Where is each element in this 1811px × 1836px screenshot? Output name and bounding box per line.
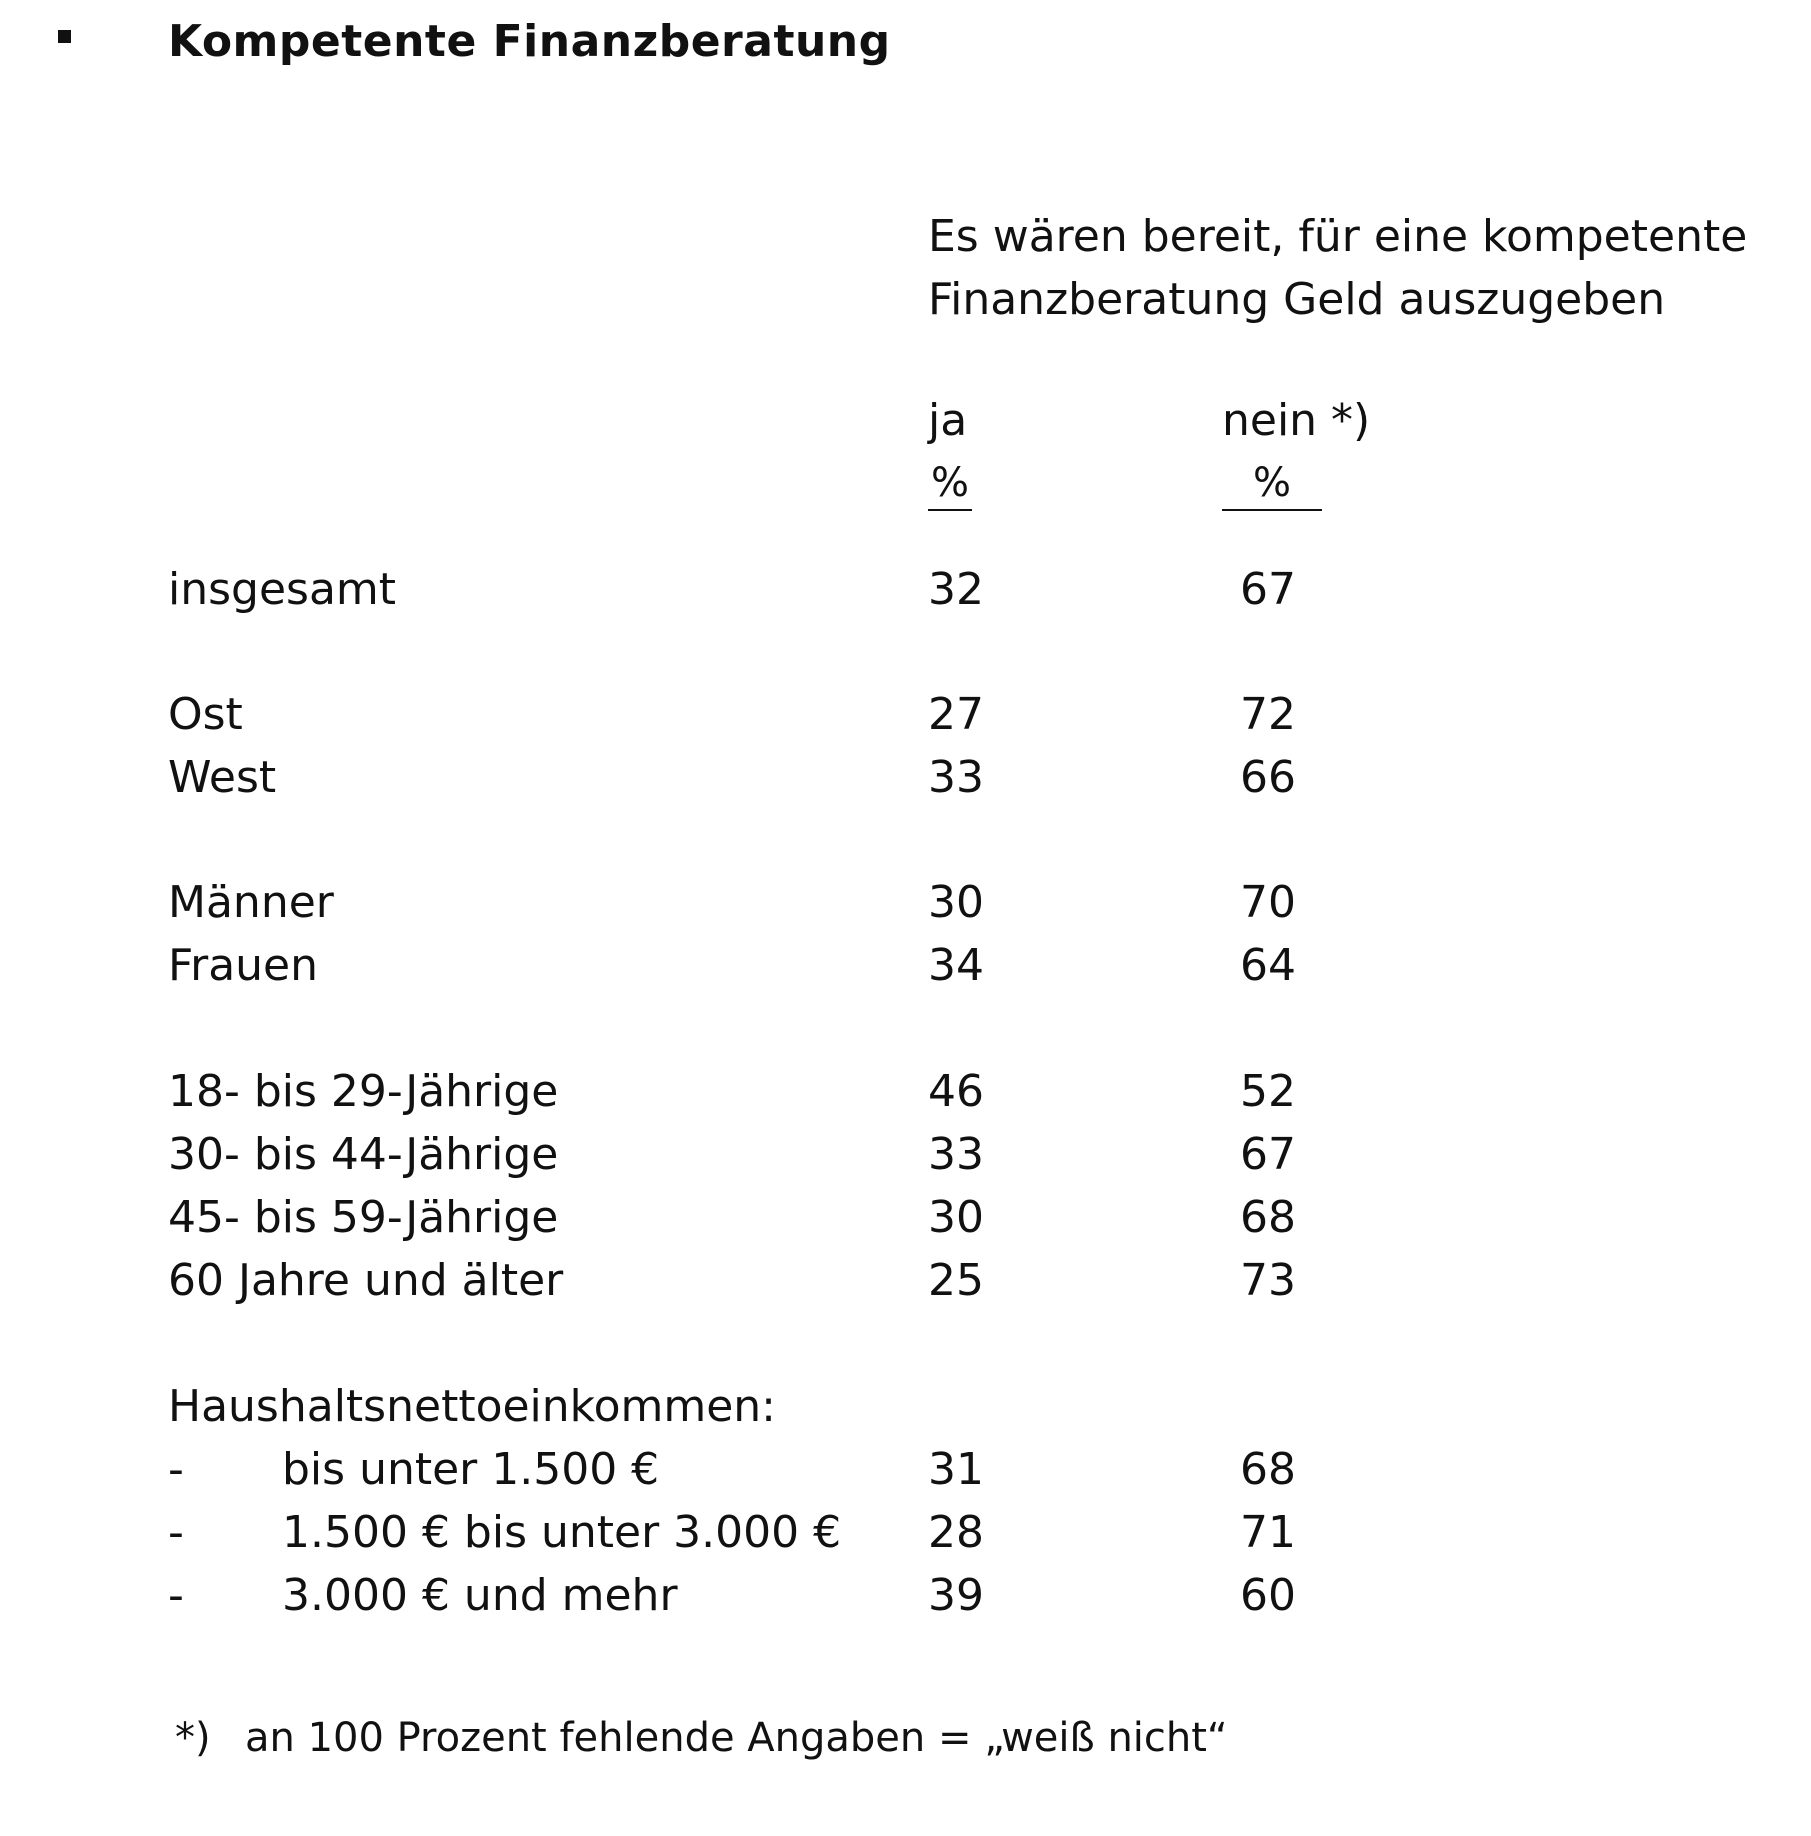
- column-unit-ja: %: [928, 457, 972, 511]
- cell-nein: 70: [1240, 877, 1296, 928]
- column-header-ja: ja: [928, 395, 968, 446]
- column-unit-nein: %: [1222, 457, 1322, 511]
- cell-ja: 31: [928, 1444, 984, 1495]
- square-bullet-icon: [58, 30, 71, 43]
- cell-ja: 34: [928, 940, 984, 991]
- row-label: 30- bis 44-Jährige: [168, 1129, 559, 1180]
- cell-ja: 30: [928, 1192, 984, 1243]
- cell-ja: 25: [928, 1255, 984, 1306]
- cell-nein: 68: [1240, 1444, 1296, 1495]
- cell-ja: 30: [928, 877, 984, 928]
- cell-ja: 33: [928, 1129, 984, 1180]
- row-label: 18- bis 29-Jährige: [168, 1066, 559, 1117]
- row-label: West: [168, 752, 277, 803]
- cell-nein: 60: [1240, 1570, 1296, 1621]
- income-row-dash: -: [168, 1570, 184, 1621]
- income-row-dash: -: [168, 1507, 184, 1558]
- cell-nein: 67: [1240, 1129, 1296, 1180]
- cell-nein: 71: [1240, 1507, 1296, 1558]
- cell-ja: 28: [928, 1507, 984, 1558]
- page-title: Kompetente Finanzberatung: [168, 16, 891, 67]
- cell-nein: 64: [1240, 940, 1296, 991]
- table-question: Es wären bereit, für eine kompetente Finanzberatung Geld auszugeben: [928, 211, 1748, 325]
- income-group-label: Haushaltsnettoeinkommen:: [168, 1381, 777, 1432]
- cell-nein: 67: [1240, 564, 1296, 615]
- row-label: Ost: [168, 689, 243, 740]
- cell-ja: 27: [928, 689, 984, 740]
- row-label: Männer: [168, 877, 334, 928]
- column-header-nein: nein *): [1222, 395, 1371, 446]
- cell-ja: 46: [928, 1066, 984, 1117]
- income-row-label: bis unter 1.500 €: [282, 1444, 660, 1495]
- row-label: insgesamt: [168, 564, 397, 615]
- cell-nein: 66: [1240, 752, 1296, 803]
- cell-nein: 72: [1240, 689, 1296, 740]
- cell-ja: 39: [928, 1570, 984, 1621]
- cell-ja: 32: [928, 564, 984, 615]
- footnote: [175, 1715, 1228, 1761]
- income-row-label: 1.500 € bis unter 3.000 €: [282, 1507, 842, 1558]
- footnote-text: an 100 Prozent fehlende Angaben = „weiß nicht“: [245, 1715, 1228, 1761]
- income-row-dash: -: [168, 1444, 184, 1495]
- footnote-mark: *): [175, 1715, 211, 1761]
- row-label: Frauen: [168, 940, 319, 991]
- row-label: 60 Jahre und älter: [168, 1255, 564, 1306]
- cell-ja: 33: [928, 752, 984, 803]
- cell-nein: 68: [1240, 1192, 1296, 1243]
- income-row-label: 3.000 € und mehr: [282, 1570, 678, 1621]
- cell-nein: 52: [1240, 1066, 1296, 1117]
- cell-nein: 73: [1240, 1255, 1296, 1306]
- row-label: 45- bis 59-Jährige: [168, 1192, 559, 1243]
